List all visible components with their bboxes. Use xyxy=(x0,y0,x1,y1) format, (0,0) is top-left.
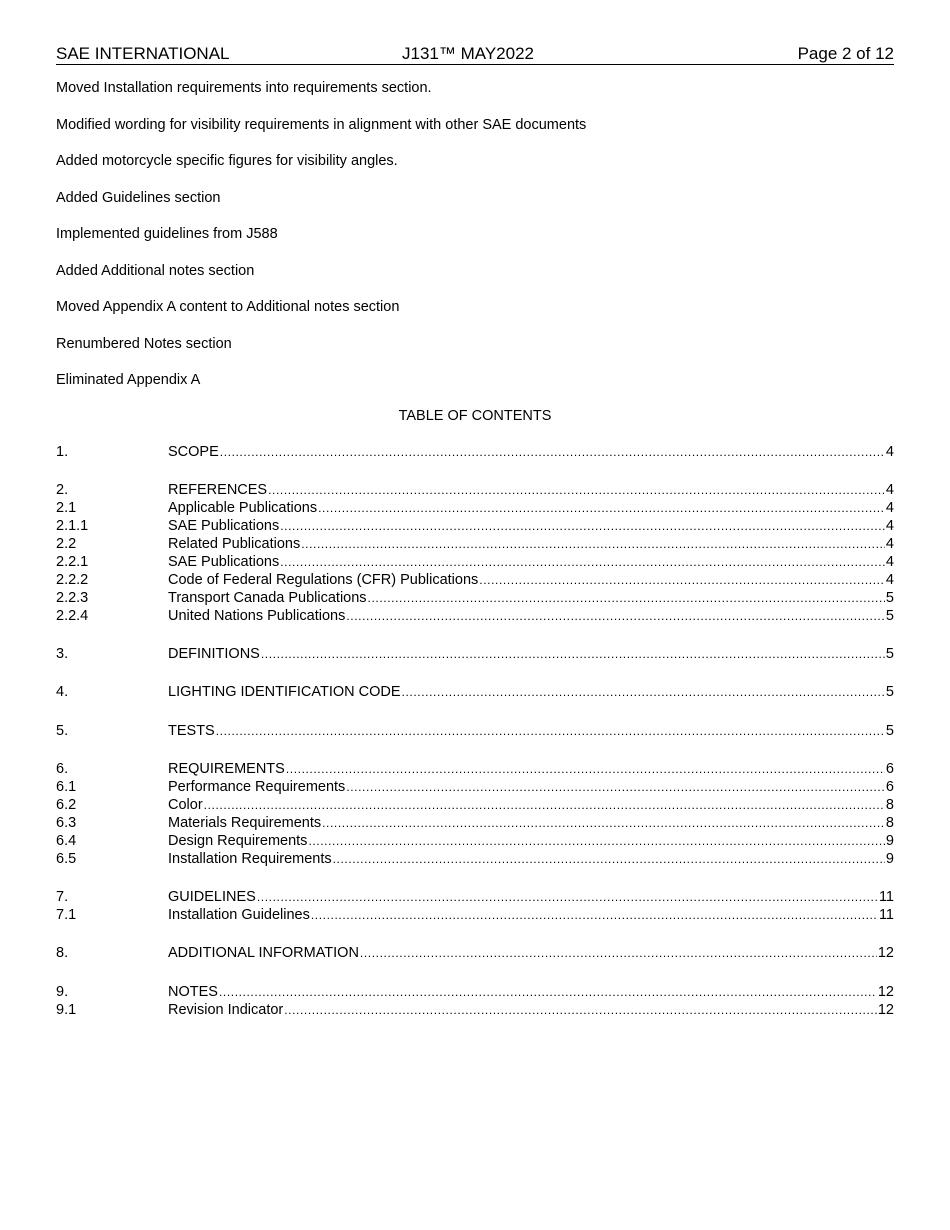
toc-entry-line xyxy=(168,984,894,1002)
toc-section-number: 9.1 xyxy=(56,1001,77,1018)
revision-note: Renumbered Notes section xyxy=(56,335,232,352)
toc-section-number: 9. xyxy=(56,983,69,1000)
toc-section-title: DEFINITIONS xyxy=(168,646,260,663)
toc-section-number: 3. xyxy=(56,646,69,663)
toc-entry[interactable] xyxy=(56,646,894,664)
toc-entry-line xyxy=(168,1002,894,1020)
toc-page-number: 9 xyxy=(885,850,894,867)
toc-page-number: 5 xyxy=(885,646,894,663)
toc-dot-leader xyxy=(216,723,885,741)
toc-entry-line xyxy=(168,572,894,590)
toc-page-number: 4 xyxy=(885,571,894,588)
toc-section-title: Design Requirements xyxy=(168,832,308,849)
toc-section-number: 2. xyxy=(56,482,69,499)
toc-entry-line xyxy=(168,590,894,608)
toc-section-group xyxy=(56,684,894,702)
toc-dot-leader xyxy=(368,590,885,608)
toc-entry-line xyxy=(168,608,894,626)
toc-dot-leader xyxy=(257,889,878,907)
toc-page-number: 11 xyxy=(878,889,894,906)
toc-section-group xyxy=(56,482,894,625)
toc-dot-leader xyxy=(402,684,885,702)
toc-section-group xyxy=(56,444,894,462)
toc-page-number: 11 xyxy=(878,906,894,923)
toc-entry[interactable] xyxy=(56,608,894,626)
toc-page-number: 12 xyxy=(877,945,894,962)
revision-note: Added Guidelines section xyxy=(56,189,221,206)
toc-entry-line xyxy=(168,536,894,554)
toc-section-number: 2.2.3 xyxy=(56,589,89,606)
toc-section-number: 7.1 xyxy=(56,906,77,923)
toc-entry[interactable] xyxy=(56,554,894,572)
toc-entry[interactable] xyxy=(56,572,894,590)
toc-section-group xyxy=(56,723,894,741)
toc-section-number: 5. xyxy=(56,722,69,739)
toc-section-number: 6.4 xyxy=(56,832,77,849)
toc-section-number: 6.5 xyxy=(56,850,77,867)
toc-section-number: 2.2.2 xyxy=(56,571,89,588)
toc-page-number: 4 xyxy=(885,500,894,517)
toc-section-group xyxy=(56,646,894,664)
toc-section-title: SAE Publications xyxy=(168,553,280,570)
toc-section-title: Code of Federal Regulations (CFR) Publications xyxy=(168,571,479,588)
toc-entry-line xyxy=(168,889,894,907)
toc-entry-line xyxy=(168,482,894,500)
toc-section-title: TESTS xyxy=(168,722,215,739)
toc-entry-line xyxy=(168,779,894,797)
toc-dot-leader xyxy=(333,851,885,869)
toc-section-number: 2.2 xyxy=(56,536,77,553)
toc-dot-leader xyxy=(322,815,885,833)
toc-section-number: 8. xyxy=(56,945,69,962)
revision-notes xyxy=(56,78,894,407)
toc-dot-leader xyxy=(346,608,885,626)
toc-dot-leader xyxy=(261,646,885,664)
toc-page-number: 6 xyxy=(885,761,894,778)
toc-section-number: 2.2.4 xyxy=(56,607,89,624)
toc-entry[interactable] xyxy=(56,889,894,907)
toc-dot-leader xyxy=(280,554,885,572)
toc-entry[interactable] xyxy=(56,1002,894,1020)
toc-entry-line xyxy=(168,851,894,869)
toc-section-title: Performance Requirements xyxy=(168,779,346,796)
toc-page-number: 4 xyxy=(885,553,894,570)
header-org: SAE INTERNATIONAL xyxy=(56,44,230,63)
toc-dot-leader xyxy=(301,536,885,554)
toc-entry-line xyxy=(168,646,894,664)
toc-entry-line xyxy=(168,833,894,851)
toc-section-number: 6.2 xyxy=(56,796,77,813)
revision-note: Moved Installation requirements into requirements section. xyxy=(56,80,432,96)
toc-entry[interactable] xyxy=(56,815,894,833)
toc-section-title: Revision Indicator xyxy=(168,1001,284,1018)
toc-entry[interactable] xyxy=(56,518,894,536)
toc-page-number: 5 xyxy=(885,722,894,739)
toc-page-number: 12 xyxy=(877,1001,894,1018)
toc-section-title: ADDITIONAL INFORMATION xyxy=(168,945,359,962)
toc-entry[interactable] xyxy=(56,536,894,554)
toc-entry-line xyxy=(168,723,894,741)
toc-section-number: 6.3 xyxy=(56,814,77,831)
toc-entry-line xyxy=(168,945,894,963)
toc-entry[interactable] xyxy=(56,500,894,518)
toc-page-number: 5 xyxy=(885,607,894,624)
toc-entry[interactable] xyxy=(56,723,894,741)
toc-section-title: GUIDELINES xyxy=(168,889,256,906)
toc-section-title: United Nations Publications xyxy=(168,607,346,624)
toc-entry[interactable] xyxy=(56,444,894,462)
toc-entry[interactable] xyxy=(56,945,894,963)
toc-section-number: 4. xyxy=(56,684,69,701)
toc-entry-line xyxy=(168,554,894,572)
toc-section-title: Color xyxy=(168,796,203,813)
toc-page-number: 4 xyxy=(885,536,894,553)
toc-entry[interactable] xyxy=(56,833,894,851)
toc-section-title: Applicable Publications xyxy=(168,500,318,517)
toc-entry[interactable] xyxy=(56,797,894,815)
toc-entry-line xyxy=(168,444,894,462)
toc-dot-leader xyxy=(286,761,885,779)
toc-page-number: 5 xyxy=(885,589,894,606)
toc-section-number: 2.2.1 xyxy=(56,553,89,570)
toc-section-number: 6. xyxy=(56,761,69,778)
toc-page-number: 6 xyxy=(885,779,894,796)
header-page-number: Page 2 of 12 xyxy=(797,44,894,63)
toc-entry[interactable] xyxy=(56,984,894,1002)
toc-dot-leader xyxy=(204,797,885,815)
revision-note: Moved Appendix A content to Additional notes section xyxy=(56,299,400,315)
revision-note: Implemented guidelines from J588 xyxy=(56,226,278,242)
toc-section-title: Installation Requirements xyxy=(168,850,332,867)
toc-title: TABLE OF CONTENTS xyxy=(398,408,552,424)
table-of-contents xyxy=(56,444,894,1040)
toc-page-number: 8 xyxy=(885,814,894,831)
toc-page-number: 5 xyxy=(885,684,894,701)
revision-note: Eliminated Appendix A xyxy=(56,372,201,388)
toc-entry[interactable] xyxy=(56,779,894,797)
toc-page-number: 4 xyxy=(885,482,894,499)
toc-dot-leader xyxy=(280,518,885,536)
toc-page-number: 9 xyxy=(885,832,894,849)
toc-section-title: Related Publications xyxy=(168,536,301,553)
toc-dot-leader xyxy=(479,572,885,590)
toc-entry-line xyxy=(168,684,894,702)
revision-note: Added Additional notes section xyxy=(56,262,255,279)
toc-section-title: Materials Requirements xyxy=(168,814,322,831)
toc-section-group xyxy=(56,761,894,868)
toc-entry-line xyxy=(168,797,894,815)
toc-dot-leader xyxy=(346,779,885,797)
toc-page-number: 12 xyxy=(877,983,894,1000)
toc-section-group xyxy=(56,889,894,925)
toc-entry-line xyxy=(168,761,894,779)
header-document-id: J131™ MAY2022 xyxy=(402,44,534,63)
toc-entry-line xyxy=(168,815,894,833)
toc-section-title: SAE Publications xyxy=(168,518,280,535)
toc-dot-leader xyxy=(318,500,885,518)
toc-dot-leader xyxy=(308,833,884,851)
toc-section-title: REFERENCES xyxy=(168,482,268,499)
toc-page-number: 4 xyxy=(885,444,894,460)
toc-section-number: 7. xyxy=(56,889,69,906)
toc-dot-leader xyxy=(268,482,885,500)
toc-section-title: Transport Canada Publications xyxy=(168,589,367,606)
toc-entry[interactable] xyxy=(56,907,894,925)
revision-note: Added motorcycle specific figures for visibility angles. xyxy=(56,153,398,169)
toc-dot-leader xyxy=(220,444,885,462)
page-header xyxy=(56,44,894,65)
toc-dot-leader xyxy=(360,945,877,963)
toc-section-group xyxy=(56,945,894,963)
toc-page-number: 8 xyxy=(885,796,894,813)
toc-entry[interactable] xyxy=(56,590,894,608)
toc-dot-leader xyxy=(284,1002,877,1020)
toc-entry[interactable] xyxy=(56,684,894,702)
toc-entry-line xyxy=(168,500,894,518)
toc-entry-line xyxy=(168,518,894,536)
toc-dot-leader xyxy=(311,907,878,925)
toc-section-title: Installation Guidelines xyxy=(168,906,310,923)
toc-entry[interactable] xyxy=(56,482,894,500)
toc-section-number: 1. xyxy=(56,444,69,460)
toc-page-number: 4 xyxy=(885,518,894,535)
toc-entry[interactable] xyxy=(56,761,894,779)
toc-dot-leader xyxy=(219,984,877,1002)
toc-section-group xyxy=(56,984,894,1020)
revision-note: Modified wording for visibility requirements in alignment with other SAE documents xyxy=(56,116,587,133)
toc-section-number: 6.1 xyxy=(56,779,77,796)
toc-entry[interactable] xyxy=(56,851,894,869)
toc-section-number: 2.1 xyxy=(56,500,77,517)
toc-entry-line xyxy=(168,907,894,925)
toc-section-title: NOTES xyxy=(168,983,218,1000)
toc-section-title: LIGHTING IDENTIFICATION CODE xyxy=(168,684,401,701)
toc-section-title: SCOPE xyxy=(168,444,219,460)
toc-section-number: 2.1.1 xyxy=(56,518,89,535)
toc-section-title: REQUIREMENTS xyxy=(168,761,285,778)
